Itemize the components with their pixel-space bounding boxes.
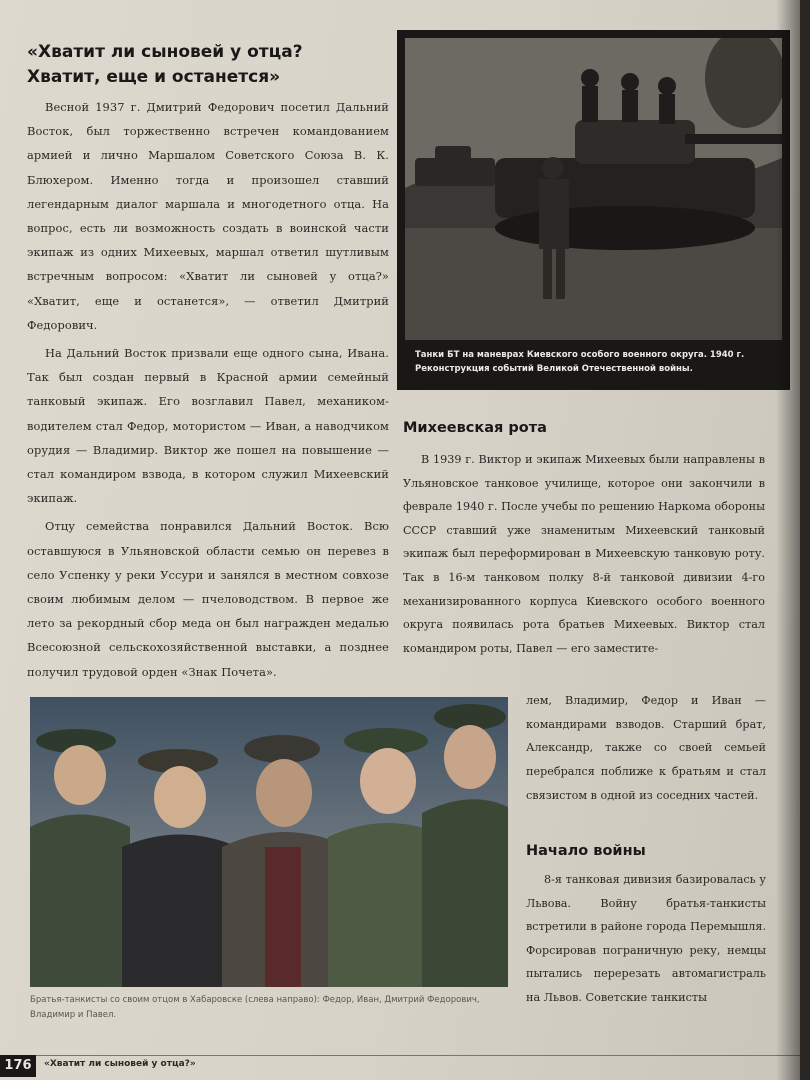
rota-text-wide [403,448,765,664]
heading-line-1: «Хватит ли сыновей у отца? [27,42,303,62]
running-title: «Хватит ли сыновей у отца?» [44,1059,196,1069]
heading-line-2: Хватит, еще и останется» [27,67,281,87]
war-text [526,868,766,1010]
war-heading: Начало войны [526,843,646,859]
paragraph: В 1939 г. Виктор и экипаж Михеевых были направлены в Ульяновское танковое училище, которое они закончили в феврале 1940 г. После учебы по решению Наркома обороны СССР ставший уже знаменитым Михеевский танковый экипаж был переформирован в Михеевскую танковую роту. Так в 16-м танковом полку 8-й танковой дивизии 4-го механизированного корпуса Киевского особого военного округа появилась рота братьев Михеевых. Виктор стал командиром роты, Павел — его заместите- [403,453,765,655]
paragraph: Весной 1937 г. Дмитрий Федорович посетил Дальний Восток, был торжественно встречен командованием армией и лично Маршалом Советского Союза В. К. Блюхером. Именно тогда и произошел ставший легендарным диалог маршала и многодетного отца. На вопрос, есть ли возможность создать в воинской части экипаж из одних Михеевых, маршал ответил шутливым встречным вопросом: «Хватит ли сыновей у отца?» «Хватит, еще и останется», — ответил Дмитрий Федорович. [27,100,389,332]
footer-divider [36,1055,800,1056]
brothers-photo-caption: Братья-танкисты со своим отцом в Хабаровске (слева направо): Федор, Иван, Дмитрий Федорович, Владимир и Павел. [30,995,480,1020]
brothers-photo [30,697,508,987]
tank-photo-panel [397,30,790,390]
section-heading [27,40,387,90]
paragraph: Отцу семейства понравился Дальний Восток. Всю оставшуюся в Ульяновской области семью он перевез в село Успенку у реки Уссури и занялся в местном совхозе своим любимым делом — пчеловодством. В первое же лето за рекордный сбор меда он был награжден медалью Всесоюзной сельскохозяйственной выставки, а позднее получил трудовой орден «Знак Почета». [27,519,389,679]
page-number: 176 [0,1055,36,1077]
rota-heading: Михеевская рота [403,420,547,436]
paragraph: На Дальний Восток призвали еще одного сына, Ивана. Так был создан первый в Красной армии семейный танковый экипаж. Его возглавил Павел, механиком-водителем стал Федор, мотористом — Иван, а наводчиком орудия — Владимир. Виктор же пошел на повышение — стал командиром взвода, в котором служил Михеевский экипаж. [27,346,389,506]
tank-photo-caption: Танки БТ на маневрах Киевского особого военного округа. 1940 г. Реконструкция событий Великой Отечественной войны. [415,350,745,374]
rota-text-narrow [526,678,766,818]
paragraph: лем, Владимир, Федор и Иван — командирами взводов. Старший брат, Александр, также со своей семьей перебрался поближе к братьям и стал связистом в одной из соседних частей. [526,694,766,802]
left-column-text [27,95,389,688]
tank-photo [405,38,782,340]
paragraph: 8-я танковая дивизия базировалась у Львова. Войну братья-танкисты встретили в районе города Перемышля. Форсировав пограничную реку, немцы пытались перерезать автомагистраль на Львов. Советские танкисты [526,873,766,1004]
